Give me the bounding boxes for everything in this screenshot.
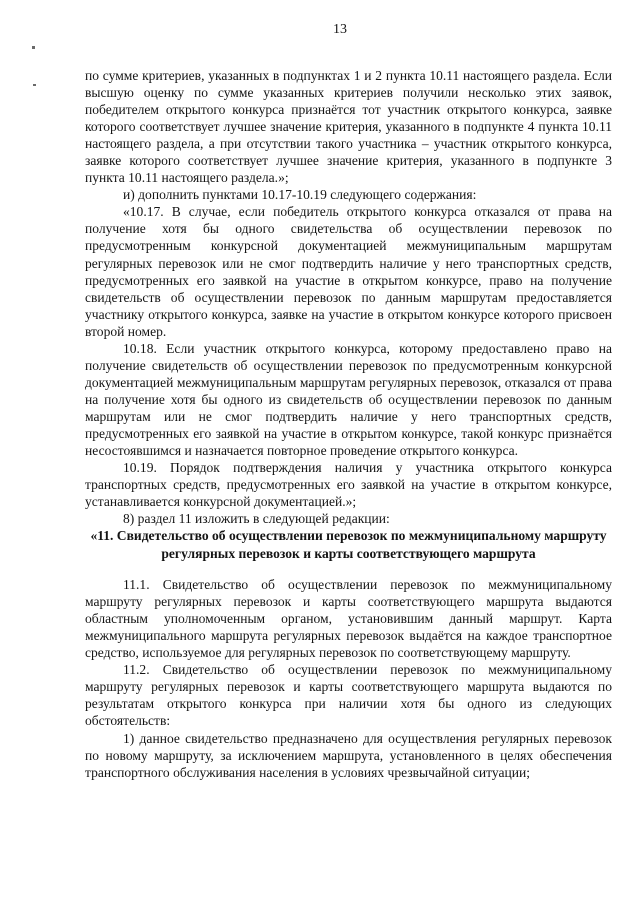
paragraph-11-2-item-1: 1) данное свидетельство предназначено для осуществления регулярных перевозок по новому маршруту, за исключением маршрута, установленного в целях обеспечения транспортного обслуживания населения в условиях чрезвычайной ситуации; [85, 730, 612, 780]
scan-mark-bottom [33, 84, 36, 86]
heading-spacer [85, 562, 612, 576]
paragraph-11-2: 11.2. Свидетельство об осуществлении перевозок по межмуниципальному маршруту регулярных перевозок и карты соответствующего маршрута выдаются по результатам открытого конкурса при наличии хотя бы одного из следующих обстоятельств: [85, 662, 612, 729]
scan-mark-top [32, 46, 35, 49]
paragraph-continuation: по сумме критериев, указанных в подпунктах 1 и 2 пункта 10.11 настоящего раздела. Если высшую оценку по сумме указанных критериев получили несколько этих заявок, победителем открытого конкурса признаётся тот участник открытого конкурса, заявке которого соответствует лучшее значение критерия, указанного в подпункте 4 пункта 10.11 настоящего раздела, а при отсутствии такого участника – участник открытого конкурса, заявке которого соответствует лучшее значение критерия, указанного в подпункте 3 пункта 10.11 настоящего раздела.»; [85, 68, 612, 186]
paragraph-amendment-i: и) дополнить пунктами 10.17-10.19 следующего содержания: [123, 187, 477, 203]
page-number: 13 [333, 22, 347, 37]
section-heading: «11. Свидетельство об осуществлении перевозок по межмуниципальному маршруту регулярных перевозок и карты соответствующего маршрута [90, 528, 607, 561]
paragraph-amendment-8: 8) раздел 11 изложить в следующей редакции: [123, 511, 390, 527]
paragraph-10-17: «10.17. В случае, если победитель открытого конкурса отказался от права на получение хотя бы одного свидетельства об осуществлении перевозок по предусмотренным конкурсной документацией межмуниципальным маршрутам регулярных перевозок или не смог подтвердить наличие у него транспортных средств, предусмотренных его заявкой на участие в открытом конкурсе, право на получение свидетельств об осуществлении перевозок по данным маршрутам предоставляется участнику открытого конкурса, заявке на участие в открытом конкурсе которого присвоен второй номер. [85, 204, 612, 339]
paragraph-11-1: 11.1. Свидетельство об осуществлении перевозок по межмуниципальному маршруту регулярных перевозок и карты соответствующего маршрута выдаются областным уполномоченным органом, установившим данный маршрут. Карта межмуниципального маршрута регулярных перевозок выдаётся на каждое транспортное средство, используемое для регулярных перевозок по соответствующему маршруту. [85, 577, 612, 661]
paragraph-10-18: 10.18. Если участник открытого конкурса, которому предоставлено право на получение свидетельств об осуществлении перевозок по предусмотренным конкурсной документацией межмуниципальным маршрутам регулярных перевозок, отказался от права на получение хотя бы одного из свидетельств об осуществлении перевозок по данным маршрутам или не смог подтвердить наличие у него транспортных средств, предусмотренных его заявкой на участие в открытом конкурсе, такой конкурс признаётся несостоявшимся и назначается повторное проведение открытого конкурса. [85, 340, 612, 459]
document-body [85, 67, 612, 781]
paragraph-10-19: 10.19. Порядок подтверждения наличия у участника открытого конкурса транспортных средств, предусмотренных его заявкой на участие в открытом конкурсе, устанавливается конкурсной документацией.»; [85, 460, 612, 510]
